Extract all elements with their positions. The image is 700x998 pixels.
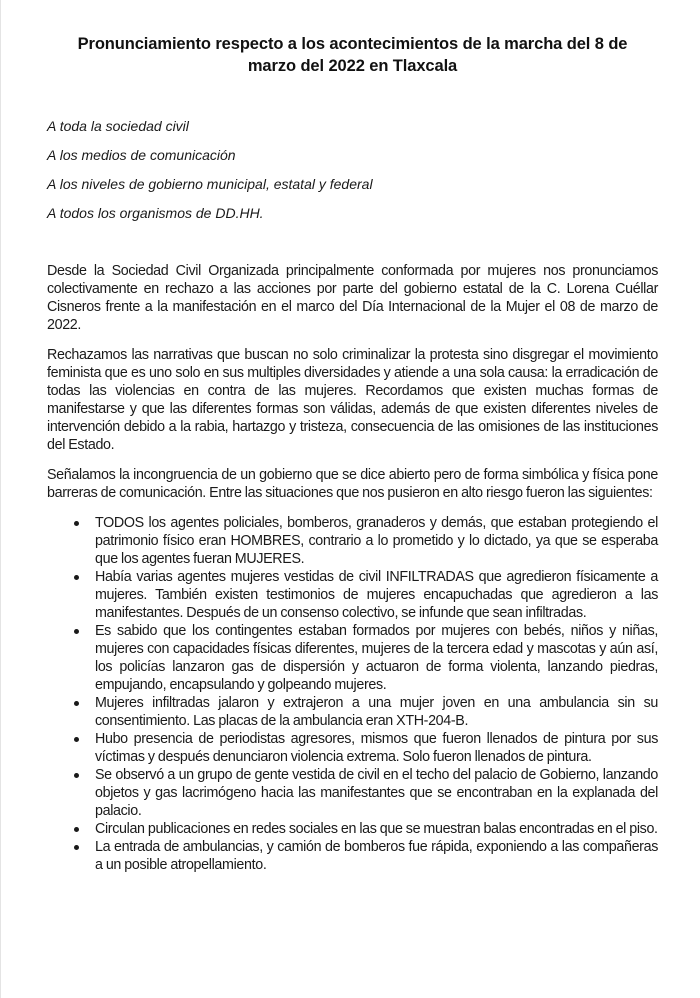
list-item — [95, 622, 658, 694]
bullet-icon — [74, 521, 79, 526]
list-item — [95, 730, 658, 766]
paragraph-rejection: Rechazamos las narrativas que buscan no solo criminalizar la protesta sino disgregar el movimiento feminista que es uno solo en sus multiples diversidades y atiende a una sola causa: la erradicación de todas las violencias en contra de las mujeres. Recordamos que existen muchas formas de manifestarse y que las diferentes formas son válidas, además de que existen diferentes niveles de intervención debido a la rabia, hartazgo y tristeza, consecuencia de las omisiones de las instituciones del Estado. — [47, 347, 658, 453]
bullet-icon — [74, 845, 79, 850]
list-item-text: Circulan publicaciones en redes sociales en las que se muestran balas encontradas en el piso. — [95, 821, 658, 837]
salutation-government: A los niveles de gobierno municipal, estatal y federal — [47, 176, 373, 192]
document-body — [47, 262, 658, 874]
incidents-list — [47, 514, 658, 874]
salutation-media: A los medios de comunicación — [47, 147, 236, 163]
bullet-icon — [74, 575, 79, 580]
title-line-2: marzo del 2022 en Tlaxcala — [247, 57, 458, 75]
document-title — [37, 33, 668, 77]
salutation-human-rights: A todos los organismos de DD.HH. — [47, 205, 264, 221]
bullet-icon — [74, 773, 79, 778]
list-item — [95, 568, 658, 622]
bullet-icon — [74, 827, 79, 832]
list-item — [95, 838, 658, 874]
list-item-text: La entrada de ambulancias, y camión de bomberos fue rápida, exponiendo a las compañeras a un posible atropellamiento. — [95, 839, 658, 873]
list-item — [95, 766, 658, 820]
list-item-text: Es sabido que los contingentes estaban formados por mujeres con bebés, niños y niñas, mujeres con capacidades físicas diferentes, mujeres de la tercera edad y mascotas y aún así, los policías lanzaron gas de dispersión y actuaron de forma violenta, lanzando piedras, empujando, encapsulando y golpeando mujeres. — [95, 623, 658, 693]
page-edge — [0, 0, 1, 998]
salutation-civil-society: A toda la sociedad civil — [47, 118, 189, 134]
salutations-list — [47, 117, 373, 233]
list-item — [95, 694, 658, 730]
bullet-icon — [74, 701, 79, 706]
list-item-text: Se observó a un grupo de gente vestida de civil en el techo del palacio de Gobierno, lanzando objetos y gas lacrimógeno hacia las manifestantes que se encontraban en la explanada del palacio. — [95, 767, 658, 819]
bullet-icon — [74, 629, 79, 634]
list-item-text: Había varias agentes mujeres vestidas de civil INFILTRADAS que agredieron físicamente a mujeres. También existen testimonios de mujeres encapuchadas que agredieron a las manifestantes. Después de un consenso colectivo, se infunde que sean infiltradas. — [95, 569, 658, 621]
paragraph-intro: Desde la Sociedad Civil Organizada principalmente conformada por mujeres nos pronunciamos colectivamente en rechazo a las acciones por parte del gobierno estatal de la C. Lorena Cuéllar Cisneros frente a la manifestación en el marco del Día Internacional de la Mujer el 08 de marzo de 2022. — [47, 263, 658, 333]
list-item — [95, 820, 658, 838]
list-item-text: Hubo presencia de periodistas agresores, mismos que fueron llenados de pintura por sus víctimas y después denunciaron violencia extrema. Solo fueron llenados de pintura. — [95, 731, 658, 765]
title-line-1: Pronunciamiento respecto a los acontecimientos de la marcha del 8 de — [77, 35, 628, 53]
paragraph-incongruence: Señalamos la incongruencia de un gobierno que se dice abierto pero de forma simbólica y física pone barreras de comunicación. Entre las situaciones que nos pusieron en alto riesgo fueron las siguientes: — [47, 467, 658, 501]
list-item — [95, 514, 658, 568]
bullet-icon — [74, 737, 79, 742]
list-item-text: TODOS los agentes policiales, bomberos, granaderos y demás, que estaban protegiendo el patrimonio físico eran HOMBRES, contrario a lo prometido y lo dictado, ya que se esperaba que los agentes fueran MUJERES. — [95, 515, 658, 567]
list-item-text: Mujeres infiltradas jalaron y extrajeron a una mujer joven en una ambulancia sin su consentimiento. Las placas de la ambulancia eran XTH-204-B. — [95, 695, 658, 729]
